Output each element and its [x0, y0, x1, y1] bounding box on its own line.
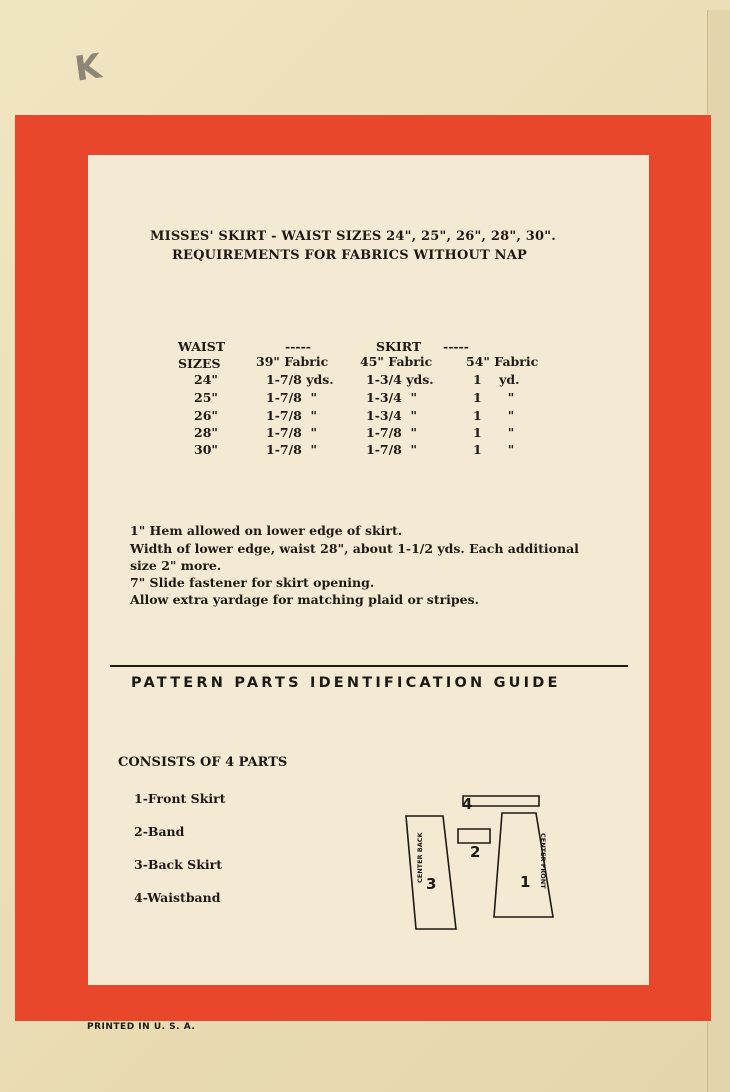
waistband-piece-number: 4	[462, 795, 473, 813]
row-size: 24"	[194, 372, 218, 387]
note-width: Width of lower edge, waist 28", about 1-1/2 yds. Each additional	[130, 541, 579, 556]
row-45: 1-3/4 yds.	[366, 372, 434, 387]
waistband-piece	[463, 796, 539, 806]
header-waist: WAIST	[178, 339, 226, 354]
center-front-label: CENTER FRONT	[539, 833, 547, 889]
row-54: 1 yd.	[473, 372, 520, 387]
row-39: 1-7/8 yds.	[266, 372, 334, 387]
row-54: 1 "	[473, 390, 515, 405]
back-piece-number: 3	[426, 875, 437, 893]
band-piece-number: 2	[470, 843, 481, 861]
pattern-pieces-diagram	[398, 791, 573, 941]
part-waistband: 4-Waistband	[134, 890, 221, 905]
row-45: 1-3/4 "	[366, 390, 418, 405]
header-skirt: SKIRT	[376, 339, 422, 354]
row-39: 1-7/8 "	[266, 390, 318, 405]
row-54: 1 "	[473, 408, 515, 423]
back-skirt-piece	[406, 816, 456, 929]
corner-letter-stamp: K	[72, 46, 105, 90]
band-piece	[458, 829, 490, 843]
note-yardage: Allow extra yardage for matching plaid or stripes.	[130, 592, 480, 607]
note-size-more: size 2" more.	[130, 558, 222, 573]
row-size: 25"	[194, 390, 218, 405]
row-54: 1 "	[473, 442, 515, 457]
note-hem: 1" Hem allowed on lower edge of skirt.	[130, 523, 403, 538]
row-size: 30"	[194, 442, 218, 457]
row-size: 28"	[194, 425, 218, 440]
instruction-panel	[88, 155, 649, 985]
row-45: 1-7/8 "	[366, 442, 418, 457]
consists-heading: CONSISTS OF 4 PARTS	[118, 755, 288, 770]
row-45: 1-7/8 "	[366, 425, 418, 440]
section-divider	[110, 665, 628, 667]
header-sizes: SIZES	[178, 356, 221, 371]
header-54-fabric: 54" Fabric	[466, 354, 539, 369]
row-45: 1-3/4 "	[366, 408, 418, 423]
row-39: 1-7/8 "	[266, 425, 318, 440]
row-size: 26"	[194, 408, 218, 423]
printed-in-usa: PRINTED IN U. S. A.	[87, 1022, 196, 1032]
row-39: 1-7/8 "	[266, 442, 318, 457]
header-dash-left: -----	[285, 339, 311, 354]
center-back-label: CENTER BACK	[416, 832, 424, 883]
part-back-skirt: 3-Back Skirt	[134, 857, 222, 872]
note-fastener: 7" Slide fastener for skirt opening.	[130, 575, 375, 590]
row-54: 1 "	[473, 425, 515, 440]
guide-title: PATTERN PARTS IDENTIFICATION GUIDE	[131, 675, 561, 691]
front-piece-number: 1	[520, 873, 531, 891]
header-dash-right: -----	[443, 339, 469, 354]
header-39-fabric: 39" Fabric	[256, 354, 329, 369]
part-front-skirt: 1-Front Skirt	[134, 791, 226, 806]
title-line-1: MISSES' SKIRT - WAIST SIZES 24", 25", 26", 28", 30".	[150, 229, 556, 244]
header-45-fabric: 45" Fabric	[360, 354, 433, 369]
part-band: 2-Band	[134, 824, 185, 839]
row-39: 1-7/8 "	[266, 408, 318, 423]
title-line-2: REQUIREMENTS FOR FABRICS WITHOUT NAP	[172, 248, 527, 263]
